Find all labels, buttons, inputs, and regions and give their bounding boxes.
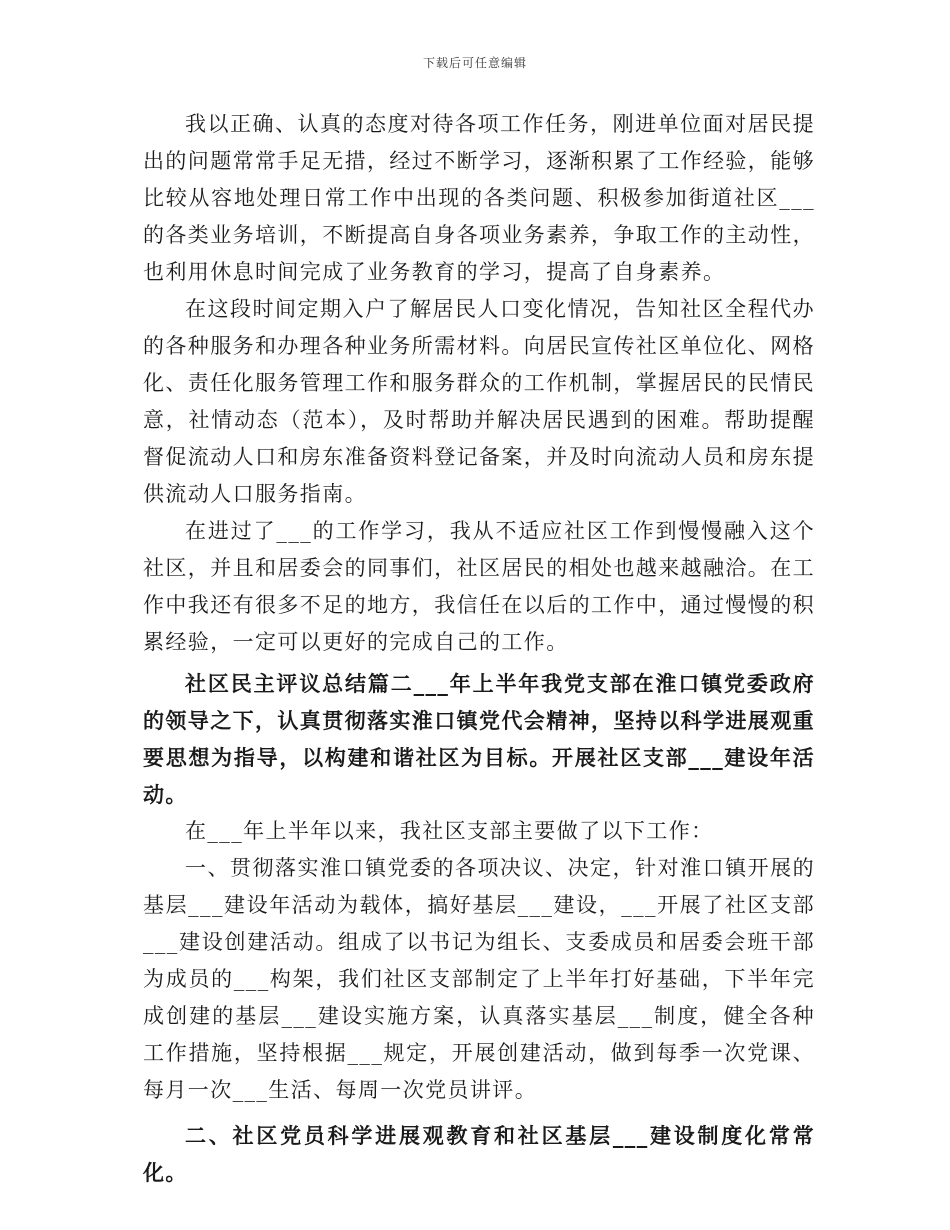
paragraph-household-visits: 在这段时间定期入户了解居民人口变化情况，告知社区全程代办的各种服务和办理各种业务所需材料。向居民宣传社区单位化、网格化、责任化服务管理工作和服务群众的工作机制，掌握居民的民情民意，社情动态（范本），及时帮助并解决居民遇到的困难。帮助提醒督促流动人口和房东准备资料登记备案，并及时向流动人员和房东提供流动人口服务指南。	[143, 297, 815, 506]
section-heading-part-two: 社区民主评议总结篇二___年上半年我党支部在淮口镇党委政府的领导之下，认真贯彻落实淮口镇党代会精神，坚持以科学进展观重要思想为指导，以构建和谐社区为目标。开展社区支部___建设年活动。	[143, 671, 815, 807]
section-heading-item-two: 二、社区党员科学进展观教育和社区基层___建设制度化常常化。	[143, 1123, 815, 1185]
paragraph-work-attitude: 我以正确、认真的态度对待各项工作任务，刚进单位面对居民提出的问题常常手足无措，经过不断学习，逐渐积累了工作经验，能够比较从容地处理日常工作中出现的各类问题、积极参加街道社区___的各类业务培训，不断提高自身各项业务素养，争取工作的主动性，也利用休息时间完成了业务教育的学习，提高了自身素养。	[143, 112, 815, 284]
document-body	[143, 106, 815, 1191]
paragraph-work-integration: 在进过了___的工作学习，我从不适应社区工作到慢慢融入这个社区，并且和居委会的同事们，社区居民的相处也越来越融洽。在工作中我还有很多不足的地方，我信任在以后的工作中，通过慢慢的积累经验，一定可以更好的完成自己的工作。	[143, 519, 815, 654]
paragraph-work-intro: 在___年上半年以来，我社区支部主要做了以下工作：	[185, 819, 714, 843]
paragraph-item-one: 一、贯彻落实淮口镇党委的各项决议、决定，针对淮口镇开展的基层___建设年活动为载体，搞好基层___建设，___开展了社区支部___建设创建活动。组成了以书记为组长、支委成员和居委会班干部为成员的___构架，我们社区支部制定了上半年打好基础，下半年完成创建的基层___建设实施方案，认真落实基层___制度，健全各种工作措施，坚持根据___规定，开展创建活动，做到每季一次党课、每月一次___生活、每周一次党员讲评。	[143, 856, 815, 1102]
page-header: 下载后可任意编辑	[422, 56, 527, 70]
